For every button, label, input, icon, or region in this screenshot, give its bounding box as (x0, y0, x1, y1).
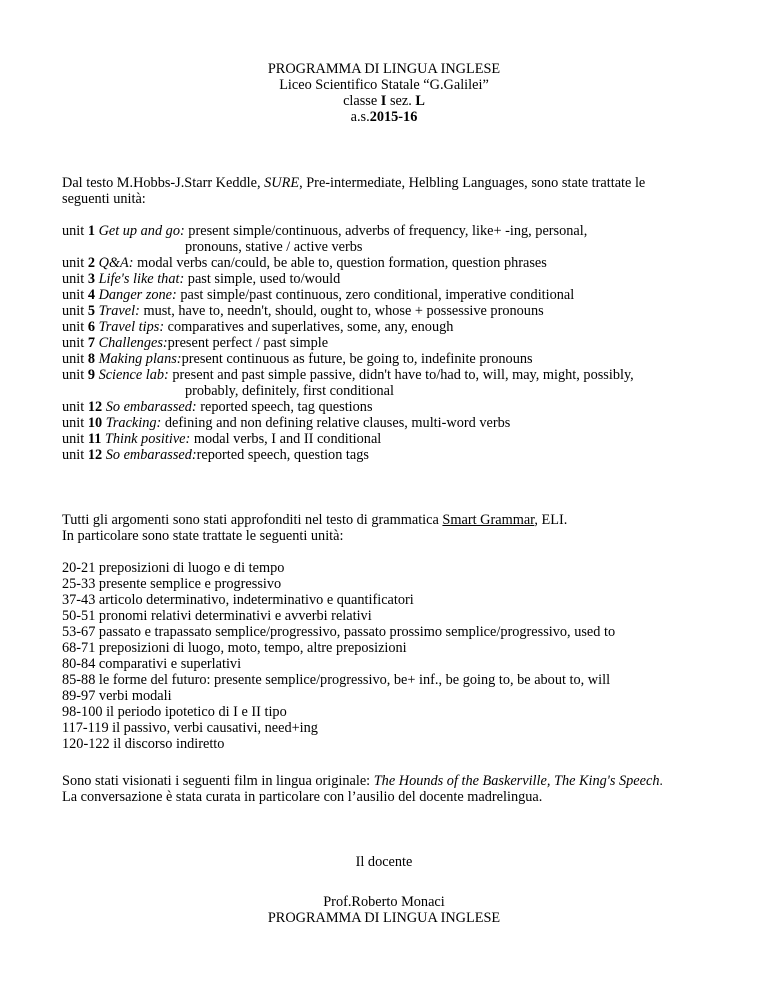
unit-title: Making plans: (98, 351, 182, 367)
book-title: SURE (264, 175, 300, 191)
unit-line: unit 4 Danger zone: past simple/past continuous, zero conditional, imperative conditional (62, 287, 575, 303)
film-titles: The Hounds of the Baskerville, The King's Speech (373, 773, 660, 789)
unit-content: present and past simple passive, didn't have to/had to, will, may, might, possibly, (168, 367, 634, 383)
unit-line: unit 7 Challenges:present perfect / past simple (62, 335, 329, 351)
unit-line: unit 3 Life's like that: past simple, used to/would (62, 271, 341, 287)
unit-line: unit 1 Get up and go: present simple/continuous, adverbs of frequency, like+ -ing, personal, (62, 223, 588, 239)
unit-title: Travel: (98, 303, 140, 319)
unit-title: So embarassed: (105, 447, 197, 463)
grammar-book-title: Smart Grammar (442, 512, 535, 528)
unit-number: 4 (87, 287, 95, 303)
unit-title: Travel tips: (98, 319, 165, 335)
unit-content: reported speech, tag questions (196, 399, 373, 415)
unit-content: present continuous as future, be going to, indefinite pronouns (181, 351, 533, 367)
document-title: PROGRAMMA DI LINGUA INGLESE (267, 61, 501, 77)
unit-number: 5 (87, 303, 95, 319)
school-year-line: a.s.2015-16 (350, 109, 418, 125)
unit-title: Danger zone: (98, 287, 177, 303)
unit-content: present perfect / past simple (167, 335, 329, 351)
unit-title: So embarassed: (105, 399, 197, 415)
unit-line: unit 2 Q&A: modal verbs can/could, be able to, question formation, question phrases (62, 255, 547, 271)
unit-content: reported speech, question tags (196, 447, 369, 463)
unit-content: present simple/continuous, adverbs of frequency, like+ -ing, personal, (184, 223, 588, 239)
teacher-name: Prof.Roberto Monaci (323, 894, 445, 910)
unit-title: Think positive: (104, 431, 191, 447)
unit-content: modal verbs, I and II conditional (190, 431, 382, 447)
unit-title: Tracking: (105, 415, 162, 431)
grammar-unit-line: 80-84 comparativi e superlativi (62, 656, 242, 672)
conversation-note: La conversazione è stata curata in particolare con l’ausilio del docente madrelingua. (62, 789, 543, 805)
section-value: L (415, 93, 425, 109)
unit-title: Get up and go: (98, 223, 185, 239)
unit-line: unit 12 So embarassed: reported speech, tag questions (62, 399, 373, 415)
unit-number: 10 (87, 415, 103, 431)
unit-line: unit 5 Travel: must, have to, needn't, should, ought to, whose + possessive pronouns (62, 303, 544, 319)
teacher-role: Il docente (355, 854, 413, 870)
unit-content: defining and non defining relative clauses, multi-word verbs (161, 415, 511, 431)
unit-line: unit 8 Making plans:present continuous as future, be going to, indefinite pronouns (62, 351, 533, 367)
grammar-unit-line: 85-88 le forme del futuro: presente semplice/progressivo, be+ inf., be going to, be about to, will (62, 672, 611, 688)
unit-title: Challenges: (98, 335, 168, 351)
unit-line: unit 9 Science lab: present and past simple passive, didn't have to/had to, will, may, might, possibly, (62, 367, 634, 383)
unit-title: Q&A: (98, 255, 134, 271)
unit-number: 9 (87, 367, 95, 383)
grammar-unit-line: 117-119 il passivo, verbi causativi, need+ing (62, 720, 318, 736)
unit-number: 1 (87, 223, 95, 239)
grammar-unit-line: 68-71 preposizioni di luogo, moto, tempo, altre preposizioni (62, 640, 407, 656)
units-list (62, 223, 752, 463)
grammar-unit-line: 20-21 preposizioni di luogo e di tempo (62, 560, 285, 576)
unit-number: 12 (87, 399, 103, 415)
films-paragraph: Sono stati visionati i seguenti film in lingua originale: The Hounds of the Baskerville, The King's Speech. La conversazione è stata curata in particolare con l’ausilio del docente madrelingua. (62, 773, 752, 805)
unit-content: comparatives and superlatives, some, any, enough (164, 319, 454, 335)
grammar-units-list (62, 560, 752, 752)
unit-number: 2 (87, 255, 95, 271)
grammar-unit-line: 98-100 il periodo ipotetico di I e II tipo (62, 704, 287, 720)
unit-number: 12 (87, 447, 103, 463)
unit-content: modal verbs can/could, be able to, question formation, question phrases (133, 255, 547, 271)
next-page-title: PROGRAMMA DI LINGUA INGLESE (267, 910, 501, 926)
unit-line: unit 12 So embarassed:reported speech, question tags (62, 447, 369, 463)
unit-content: past simple/past continuous, zero conditional, imperative conditional (176, 287, 575, 303)
school-name: Liceo Scientifico Statale “G.Galilei” (279, 77, 489, 93)
class-value: I (380, 93, 387, 109)
unit-content: past simple, used to/would (184, 271, 341, 287)
grammar-unit-line: 89-97 verbi modali (62, 688, 172, 704)
unit-title: Life's like that: (98, 271, 185, 287)
grammar-unit-line: 37-43 articolo determinativo, indeterminativo e quantificatori (62, 592, 414, 608)
grammar-unit-line: 120-122 il discorso indiretto (62, 736, 225, 752)
unit-number: 7 (87, 335, 95, 351)
unit-number: 3 (87, 271, 95, 287)
unit-content: must, have to, needn't, should, ought to, whose + possessive pronouns (139, 303, 544, 319)
grammar-unit-line: 53-67 passato e trapassato semplice/progressivo, passato prossimo semplice/progressivo, used to (62, 624, 616, 640)
unit-number: 6 (87, 319, 95, 335)
unit-number: 11 (87, 431, 102, 447)
unit-title: Science lab: (98, 367, 169, 383)
unit-line: unit 11 Think positive: modal verbs, I and II conditional (62, 431, 382, 447)
unit-continuation: probably, definitely, first conditional (185, 383, 394, 399)
unit-number: 8 (87, 351, 95, 367)
grammar-unit-line: 50-51 pronomi relativi determinativi e avverbi relativi (62, 608, 372, 624)
unit-line: unit 6 Travel tips: comparatives and superlatives, some, any, enough (62, 319, 454, 335)
intro-paragraph: Dal testo M.Hobbs-J.Starr Keddle, SURE, Pre-intermediate, Helbling Languages, sono state trattate le seguenti unità: (62, 175, 646, 207)
grammar-paragraph: Tutti gli argomenti sono stati approfonditi nel testo di grammatica Smart Grammar, ELI. In particolare sono state trattate le seguenti unità: (62, 512, 568, 544)
grammar-unit-line: 25-33 presente semplice e progressivo (62, 576, 282, 592)
unit-continuation: pronouns, stative / active verbs (185, 239, 363, 255)
document-header (0, 61, 768, 125)
unit-line: unit 10 Tracking: defining and non defining relative clauses, multi-word verbs (62, 415, 511, 431)
school-year-value: 2015-16 (369, 109, 418, 125)
class-section-line: classe I sez. L (343, 93, 425, 109)
